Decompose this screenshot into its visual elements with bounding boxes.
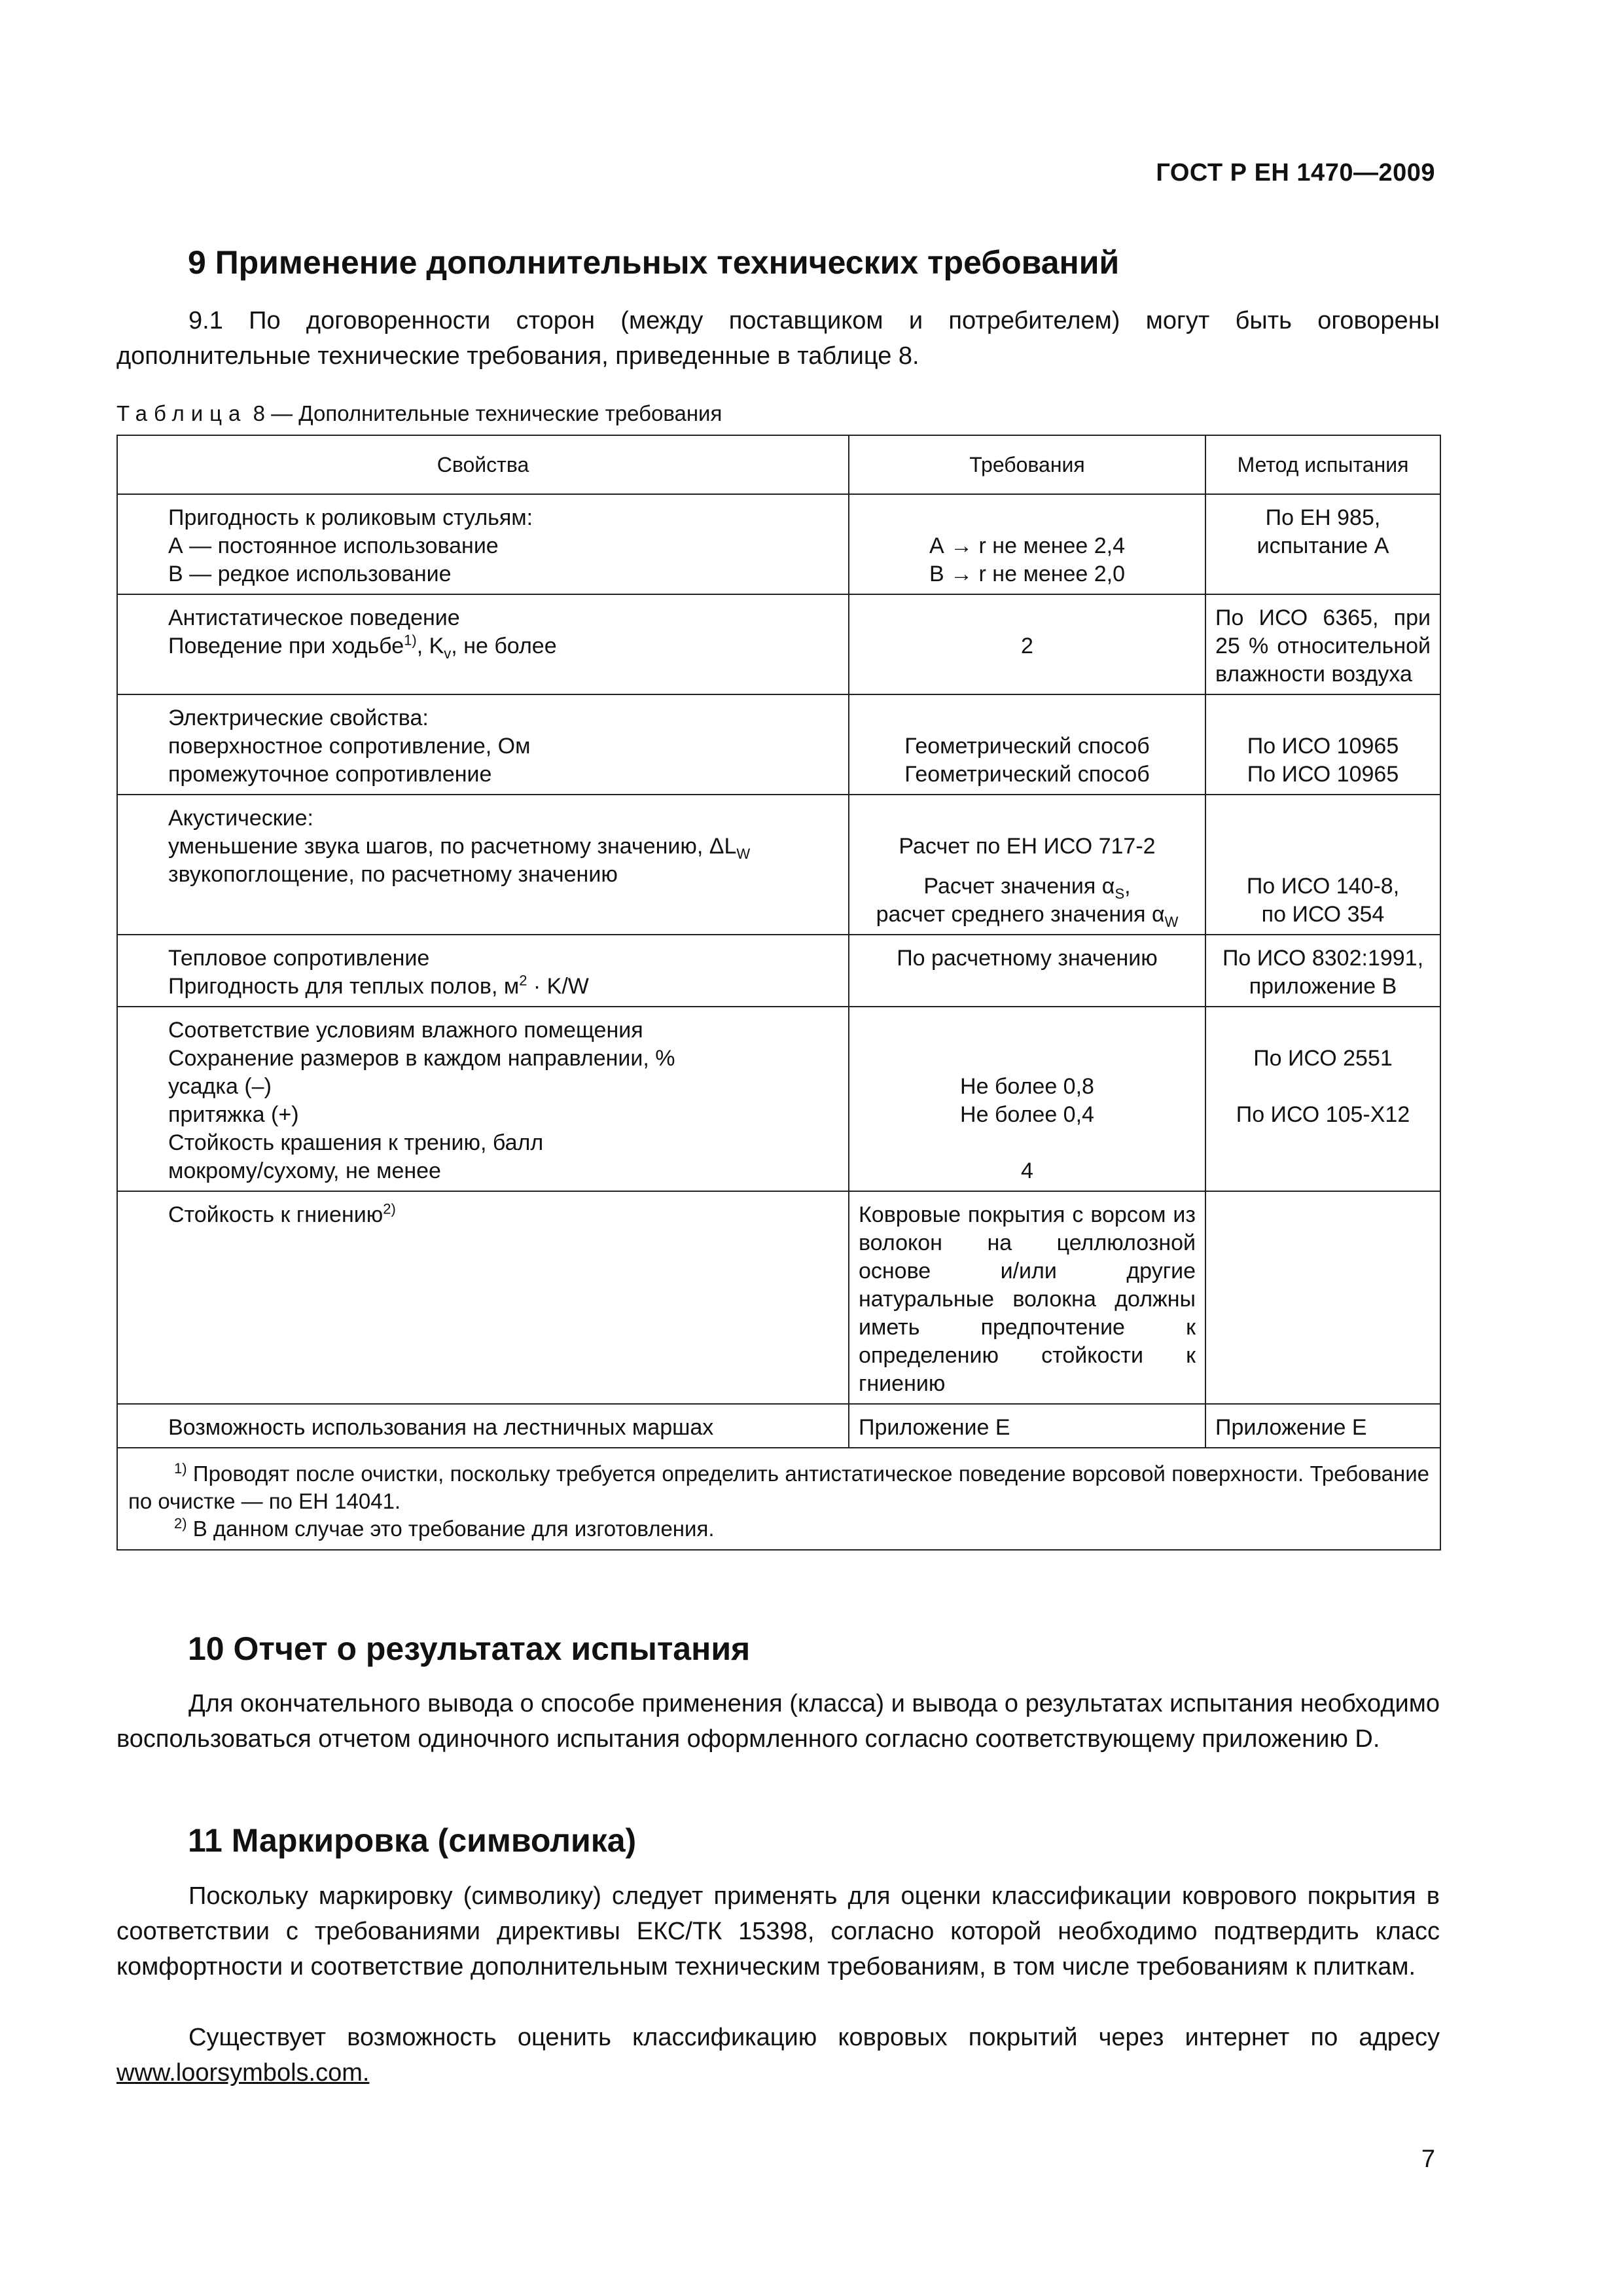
method-cell: Приложение Е (1205, 1404, 1440, 1448)
property-line: Антистатическое поведение (168, 605, 460, 630)
table-footnotes (117, 1448, 1440, 1550)
method-cell (1205, 935, 1440, 1007)
document-code: ГОСТ Р ЕН 1470—2009 (1156, 159, 1435, 187)
table-row (117, 795, 1440, 935)
requirement-cell: Ковровые покрытия с ворсом из волокон на целлюлозной основе и/или другие натуральные волокна должны иметь предпочтение к определению стойкости к гниению (849, 1191, 1205, 1404)
method-cell (1205, 494, 1440, 594)
property-line: уменьшение звука шагов, по расчетному значению, $\Delta L_W$ (168, 834, 751, 862)
property-line: Соответствие условиям влажного помещения (168, 1018, 643, 1043)
method-line: приложение В (1249, 974, 1397, 999)
header-requirements: Требования (849, 435, 1205, 494)
requirement-line: Геометрический способ (904, 734, 1150, 759)
property-line: промежуточное сопротивление (168, 762, 492, 787)
property-line: мокрому/сухому, не менее (168, 1158, 441, 1183)
requirement-cell (849, 694, 1205, 795)
requirement-line: Геометрический способ (904, 762, 1150, 787)
requirement-line: А → r не менее 2,4 (929, 533, 1126, 558)
requirement-line: Расчет по ЕН ИСО 717-2 (899, 834, 1156, 859)
footnote-1: $^{1)}$ Проводят после очистки, поскольку требуется определить антистатическое поведение ворсовой поверхности. Требование по очистке — по ЕН 14041. (128, 1460, 1429, 1513)
property-line: Сохранение размеров в каждом направлении, % (168, 1046, 675, 1071)
method-line: По ИСО 8302:1991, (1222, 946, 1424, 971)
method-line (1215, 704, 1431, 732)
footnote-ref: 2) (383, 1200, 396, 1217)
method-line: По ЕН 985, испытание А (1257, 505, 1389, 558)
method-cell (1205, 1191, 1440, 1404)
property-line: притяжка (+) (168, 1102, 299, 1127)
footnote-2: $^{2)}$ В данном случае это требование для изготовления. (174, 1515, 715, 1541)
section-10-heading: 10 Отчет о результатах испытания (188, 1630, 751, 1667)
property-line: Электрические свойства: (168, 706, 429, 730)
website-link[interactable]: www.loorsymbols.com. (116, 2059, 370, 2087)
property-cell (117, 795, 849, 935)
method-line: По ИСО 2551 (1253, 1046, 1393, 1071)
property-line: Тепловое сопротивление (168, 946, 430, 971)
requirement-line (859, 504, 1196, 532)
property-cell (117, 594, 849, 694)
property-cell: Возможность использования на лестничных маршах (117, 1404, 849, 1448)
section-9-paragraph: 9.1 По договоренности сторон (между поставщиком и потребителем) могут быть оговорены дополнительные технические требования, приведенные в таблице 8. (116, 307, 1440, 370)
requirement-cell (849, 795, 1205, 935)
method-line: По ИСО 105-X12 (1236, 1102, 1410, 1127)
method-line: По ИСО 140-8, (1246, 874, 1400, 899)
property-cell (117, 1007, 849, 1191)
property-line: усадка (–) (168, 1074, 272, 1099)
method-line: По ИСО 10965 (1247, 762, 1399, 787)
property-cell (117, 935, 849, 1007)
table-row (117, 594, 1440, 694)
requirements-table (116, 435, 1441, 1551)
requirement-cell: 2 (849, 594, 1205, 694)
section-11-paragraph-2: Существует возможность оценить классификацию ковровых покрытий через интернет по адресу www.loorsymbols.com. (116, 2024, 1440, 2087)
property-cell (117, 494, 849, 594)
table-caption-title: 8 — Дополнительные технические требования (253, 401, 722, 425)
table-footnotes-row (117, 1448, 1440, 1550)
property-line: Пригодность к роликовым стульям: (168, 505, 533, 530)
table-header-row (117, 435, 1440, 494)
header-test-method: Метод испытания (1205, 435, 1440, 494)
table-row (117, 1404, 1440, 1448)
page-number: 7 (1421, 2145, 1435, 2173)
requirement-line: 4 (1021, 1158, 1033, 1183)
requirement-cell (849, 1007, 1205, 1191)
section-10-paragraph: Для окончательного вывода о способе применения (класса) и вывода о результатах испытания необходимо воспользоваться отчетом одиночного испытания оформленного согласно соответствующему приложению D. (116, 1690, 1440, 1753)
requirement-cell (849, 494, 1205, 594)
requirement-line: Расчет значения $\alpha_S$, (923, 874, 1131, 902)
table-row (117, 935, 1440, 1007)
table-row (117, 1007, 1440, 1191)
footnote-ref: 1) (404, 632, 417, 649)
requirement-line (859, 804, 1196, 833)
property-line: Пригодность для теплых полов, $м^2 \cdot K/W$ (168, 972, 589, 999)
method-cell: По ИСО 6365, при 25 % относительной влажности воздуха (1205, 594, 1440, 694)
property-line: звукопоглощение, по расчетному значению (168, 862, 618, 887)
property-line: Поведение при ходьбе$^{1)}$, $K_v$, не более (168, 632, 557, 662)
header-properties: Свойства (117, 435, 849, 494)
table-row (117, 494, 1440, 594)
method-cell (1205, 1007, 1440, 1191)
property-line: Акустические: (168, 806, 313, 831)
requirement-line: Не более 0,4 (960, 1102, 1094, 1127)
table-caption-prefix: Таблица (116, 401, 247, 425)
method-cell (1205, 694, 1440, 795)
requirement-line: расчет среднего значения $\alpha_W$ (876, 902, 1179, 930)
requirement-line (859, 704, 1196, 732)
requirement-cell: По расчетному значению (849, 935, 1205, 1007)
method-line: по ИСО 354 (1261, 902, 1385, 927)
requirement-line: В → r не менее 2,0 (929, 562, 1126, 586)
table-row (117, 694, 1440, 795)
section-11-heading: 11 Маркировка (символика) (188, 1822, 637, 1859)
method-line: По ИСО 10965 (1247, 734, 1399, 759)
requirement-cell: Приложение Е (849, 1404, 1205, 1448)
property-line: В — редкое использование (168, 562, 452, 586)
property-line: поверхностное сопротивление, Ом (168, 734, 531, 759)
table-row (117, 1191, 1440, 1404)
property-line: Стойкость крашения к трению, балл (168, 1130, 544, 1155)
table-caption (116, 401, 722, 427)
property-line: А — постоянное использование (168, 533, 499, 558)
requirement-line: Не более 0,8 (960, 1074, 1094, 1099)
method-cell (1205, 795, 1440, 935)
property-cell (117, 694, 849, 795)
section-9-heading: 9 Применение дополнительных технических требований (188, 244, 1120, 281)
section-11-paragraph-1: Поскольку маркировку (символику) следует применять для оценки классификации коврового покрытия в соответствии с требованиями директивы ЕКС/ТК 15398, согласно которой необходимо подтвердить класс комфортности и соответствие дополнительным техническим требованиям, в том числе требованиям к плиткам. (116, 1882, 1440, 1981)
property-cell: Стойкость к гниению$^{2)}$ (117, 1191, 849, 1404)
